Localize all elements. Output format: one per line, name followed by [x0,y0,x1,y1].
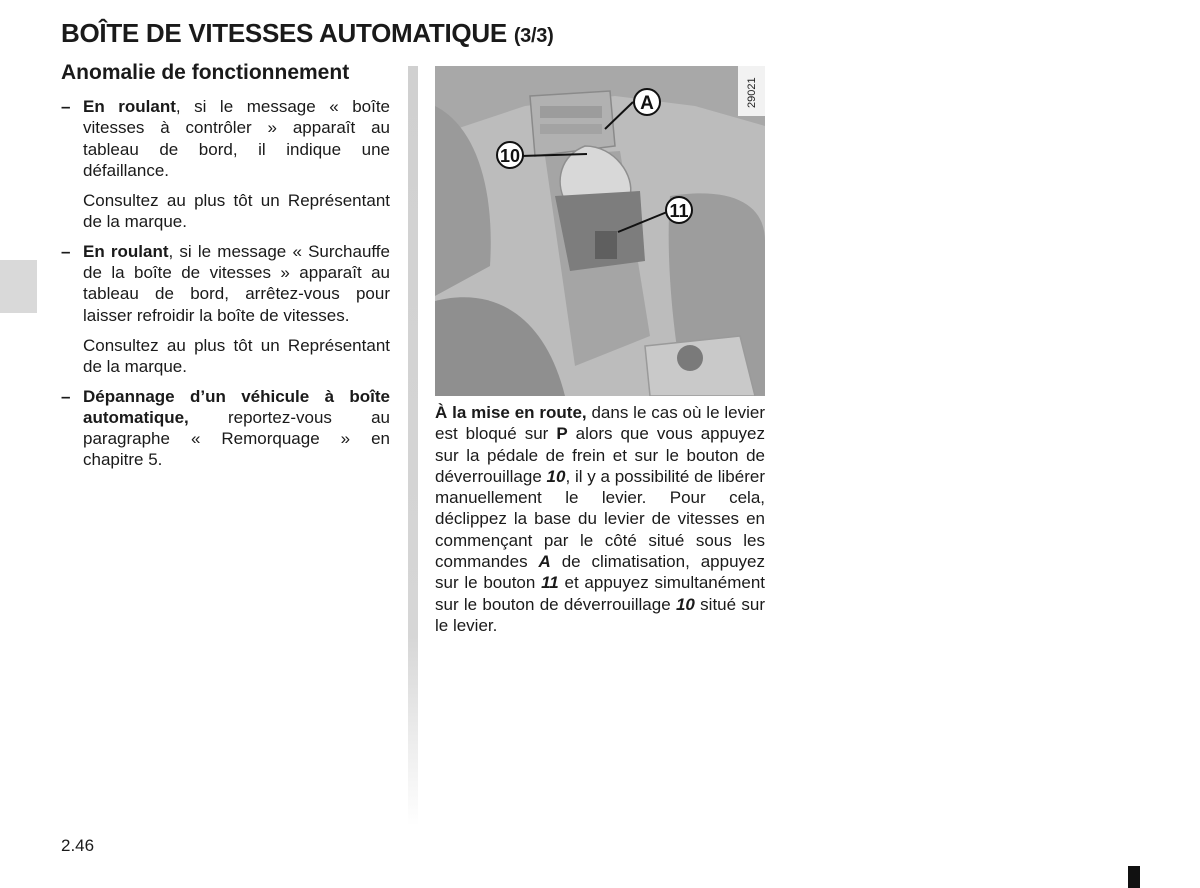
page-number: 2.46 [61,836,95,855]
callout-11: 11 [669,201,689,221]
list-item-text [83,386,390,471]
left-column [61,96,390,479]
ref-11: 11 [541,573,559,593]
column-divider [408,66,418,826]
release-procedure-text [435,402,765,636]
ref-a: A [538,552,551,572]
corner-mark [1128,866,1140,888]
callout-10: 10 [499,146,521,166]
list-item-note: Consultez au plus tôt un Représentant de la marque. [83,335,390,377]
list-dash: – [61,97,71,116]
procedure-text-6: situé sur le levier. [435,594,765,635]
gear-lever-photo [435,66,765,396]
chapter-tab [0,260,37,313]
list-item-lead: En roulant [83,241,169,261]
page-title-part: (3/3) [513,25,554,47]
position-p: P [556,424,568,444]
list-item-surchauffe [61,241,390,378]
page-title [61,18,553,49]
list-item-note: Consultez au plus tôt un Représentant de la marque. [83,191,390,232]
gear-lever-illustration [435,66,765,396]
ref-10-first: 10 [546,466,566,486]
procedure-text-5: et appuyez simultanément sur le bouton de déverrouillage [435,573,765,614]
list-item-surchauffe-controle [61,96,390,233]
section-heading: Anomalie de fonctionnement [61,61,350,84]
procedure-text-1: dans le cas où le levier est bloqué sur [435,403,765,444]
procedure-lead: À la mise en route, [435,403,587,422]
list-item-text [83,96,390,181]
ref-10-second: 10 [675,594,695,614]
list-item-lead: Dépannage d’un véhicule à boîte automatique, [83,386,390,427]
page-title-text: BOÎTE DE VITESSES AUTOMATIQUE [61,18,507,48]
list-item-body: , si le message « boîte vitesses à contrôler » apparaît au tableau de bord, il indique une défaillance. [83,97,391,180]
procedure-text-4: de climatisation, appuyez sur le bouton [435,552,765,593]
callout-a: A [640,93,654,114]
list-item-body: reportez-vous au paragraphe « Remorquage » en chapitre 5. [83,407,390,470]
figure-ref-number: 29021 [746,77,758,108]
list-item-text [83,241,390,326]
procedure-text-3: , il y a possibilité de libérer manuellement le levier. Pour cela, déclippez la base du levier de vitesses en commençant par le côté situé sous les commandes [435,466,765,572]
list-item-depannage [61,386,390,471]
list-item-lead: En roulant [83,97,176,116]
procedure-text-2: alors que vous appuyez sur la pédale de frein et sur le bouton de déverrouillage [435,424,765,486]
list-dash: – [61,386,71,406]
list-item-body: , si le message « Surchauffe de la boîte de vitesses » apparaît au tableau de bord, arrêtez-vous pour laisser refroidir la boîte de vitesses. [83,241,390,325]
list-dash: – [61,241,71,261]
